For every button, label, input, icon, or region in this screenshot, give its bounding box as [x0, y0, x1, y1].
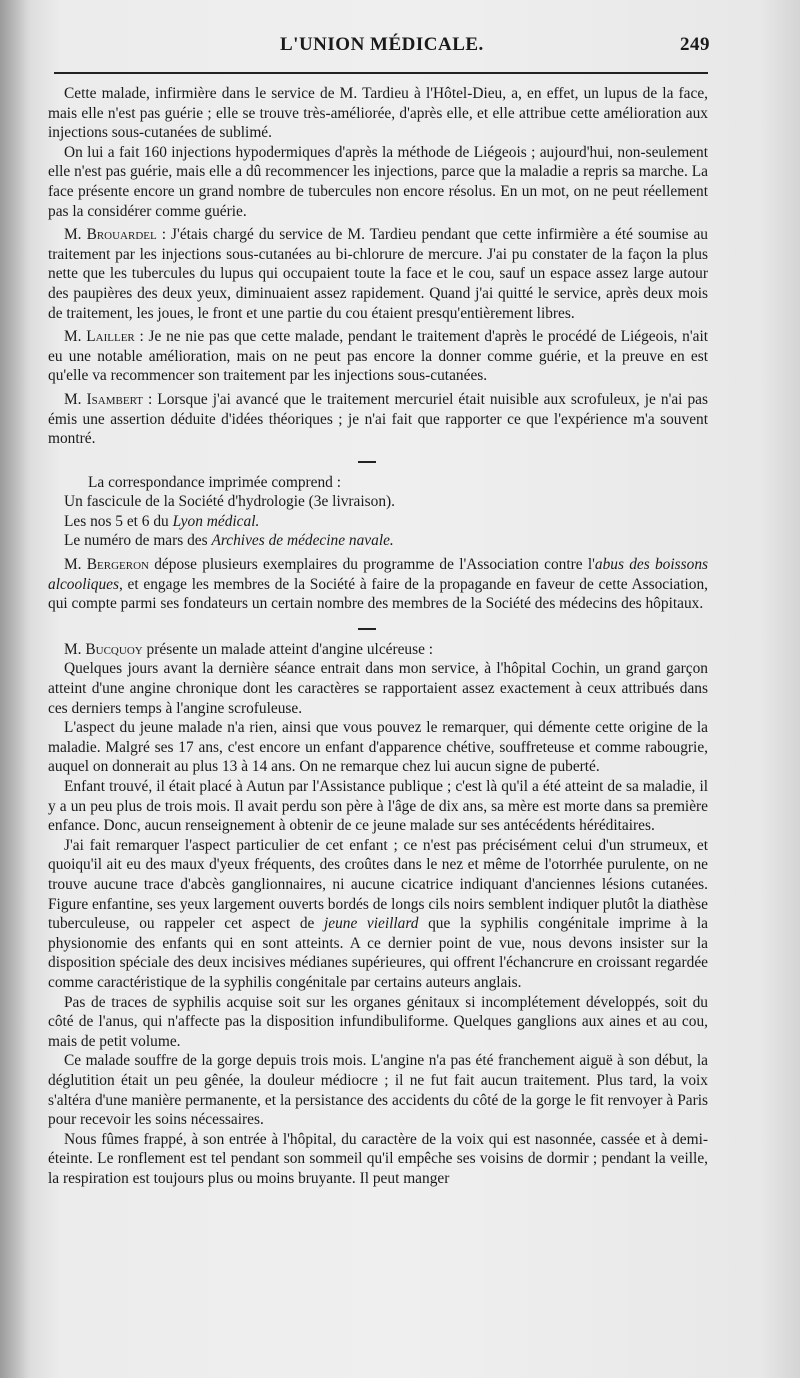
page-header	[48, 34, 708, 68]
page-number: 249	[680, 34, 710, 55]
correspondence-intro: La correspondance imprimée comprend :	[88, 473, 341, 491]
paragraph: M. Lailler : Je ne nie pas que cette malade, pendant le traitement d'après le procédé de Liégeois, n'ait eu une notable amélioration, mais on ne peut pas encore la donner comme guérie, et la preuve en est qu'elle va recommencer son traitement par les injections sous-cutanées.	[48, 328, 708, 385]
correspondence-item: Un fascicule de la Société d'hydrologie (3e livraison).	[64, 493, 395, 511]
correspondence-item: Le numéro de mars des Archives de médecine navale.	[64, 532, 394, 550]
paragraph: On lui a fait 160 injections hypodermiques d'après la méthode de Liégeois ; aujourd'hui, non-seulement elle n'est pas guérie, mais elle a dû recommencer les injections, parce que la maladie a repris sa marche. La face présente encore un grand nombre de tubercules non encore résolus. En un mot, on ne peut réellement pas la considérer comme guérie.	[48, 143, 708, 220]
article-body	[48, 84, 708, 1188]
paragraph: M. Isambert : Lorsque j'ai avancé que le traitement mercuriel était nuisible aux scrofuleux, je n'ai pas émis une assertion déduite d'idées théoriques ; je n'ai fait que rapporter ce que l'expérience m'a souvent montré.	[48, 390, 708, 448]
section-separator	[358, 628, 376, 630]
correspondence-item: Les nos 5 et 6 du Lyon médical.	[64, 512, 260, 530]
paragraph: M. Brouardel : J'étais chargé du service de M. Tardieu pendant que cette infirmière a été soumise au traitement par les injections sous-cutanées au bi-chlorure de mercure. J'ai pu constater de la façon la plus nette que les tubercules du lupus qui occupaient toute la face et le cou, sauf un espace assez large autour des paupières des deux yeux, diminuaient assez rapidement. Quand j'ai quitté le service, après deux mois de traitement, les joues, le front et une partie du cou étaient presqu'entièrement libres.	[48, 226, 708, 322]
paragraph: Enfant trouvé, il était placé à Autun par l'Assistance publique ; c'est là qu'il a été atteint de sa maladie, il y a un peu plus de trois mois. Il avait perdu son père à l'âge de dix ans, sa mère est morte dans sa première enfance. Donc, aucun renseignement à obtenir de ce jeune malade sur ses antécédents héréditaires.	[48, 778, 708, 835]
binding-shadow	[0, 0, 30, 1378]
speaker-name: M. Bucquoy	[64, 640, 143, 658]
speaker-name: M. Isambert	[64, 390, 143, 408]
speaker-name: M. Bergeron	[64, 556, 149, 574]
paragraph: Pas de traces de syphilis acquise soit sur les organes génitaux si incomplétement développés, soit du côté de l'anus, qui n'affecte pas la disposition infundibuliforme. Quelques ganglions aux aines et au cou, mais de petit volume.	[48, 993, 708, 1050]
section-separator	[358, 461, 376, 463]
paragraph: L'aspect du jeune malade n'a rien, ainsi que vous pouvez le remarquer, qui démente cette origine de la maladie. Malgré ses 17 ans, c'est encore un enfant d'apparence chétive, souffreteuse et comme rabougrie, auquel on donnerait au plus 13 à 14 ans. On ne remarque chez lui aucun signe de puberté.	[48, 719, 708, 776]
paragraph: M. Bergeron dépose plusieurs exemplaires du programme de l'Association contre l'abus des boissons alcooliques, et engage les membres de la Société à faire de la propagande en faveur de cette Association, qui compte parmi ses fondateurs un certain nombre des membres de la Société des médecins des hôpitaux.	[48, 556, 709, 613]
running-title: L'UNION MÉDICALE.	[280, 34, 484, 55]
speaker-name: M. Brouardel	[64, 226, 157, 244]
header-rule	[54, 72, 708, 74]
paragraph: J'ai fait remarquer l'aspect particulier de cet enfant ; ce n'est pas précisément celui d'un strumeux, et quoiqu'il ait eu des maux d'yeux fréquents, des croûtes dans le nez et même de l'otorrhée purulente, on ne trouve aucune trace d'abcès ganglionnaires, ni aucune cicatrice indiquant d'anciennes lésions cutanées. Figure enfantine, ses yeux largement ouverts bordés de longs cils noirs semblent indiquer plutôt la diathèse tuberculeuse, ou rappeler cet aspect de jeune vieillard que la syphilis congénitale imprime à la physionomie des enfants qui en sont atteints. A ce dernier point de vue, nous devons insister sur la disposition spéciale des deux incisives médianes supérieures, qui offrent l'échancrure en croissant regardée comme caractéristique de la syphilis congénitale par certains auteurs anglais.	[48, 836, 708, 991]
correspondence-list	[48, 473, 708, 551]
paragraph: Nous fûmes frappé, à son entrée à l'hôpital, du caractère de la voix qui est nasonnée, cassée et à demi-éteinte. Le ronflement est tel pendant son sommeil qu'il empêche ses voisins de dormir ; pendant la veille, la respiration est toujours plus ou moins bruyante. Il peut manger	[48, 1130, 708, 1187]
paragraph: Cette malade, infirmière dans le service de M. Tardieu à l'Hôtel-Dieu, a, en effet, un lupus de la face, mais elle n'est pas guérie ; elle se trouve très-améliorée, d'après elle, et elle attribue cette amélioration aux injections sous-cutanées de sublimé.	[48, 85, 708, 142]
paragraph: Quelques jours avant la dernière séance entrait dans mon service, à l'hôpital Cochin, un grand garçon atteint d'une angine chronique dont les caractères se rapportaient assez exactement à ceux attribués dans ces derniers temps à l'angine scrofuleuse.	[48, 660, 708, 717]
paragraph: M. Bucquoy présente un malade atteint d'angine ulcéreuse :	[64, 640, 434, 658]
speaker-name: M. Lailler	[64, 328, 135, 346]
paragraph: Ce malade souffre de la gorge depuis trois mois. L'angine n'a pas été franchement aiguë à son début, la déglutition était un peu gênée, la douleur médiocre ; il ne fut fait aucun traitement. Plus tard, la voix s'altéra d'une manière permanente, et la persistance des accidents du côté de la gorge le fit renvoyer à Paris pour recevoir les soins nécessaires.	[48, 1052, 708, 1129]
